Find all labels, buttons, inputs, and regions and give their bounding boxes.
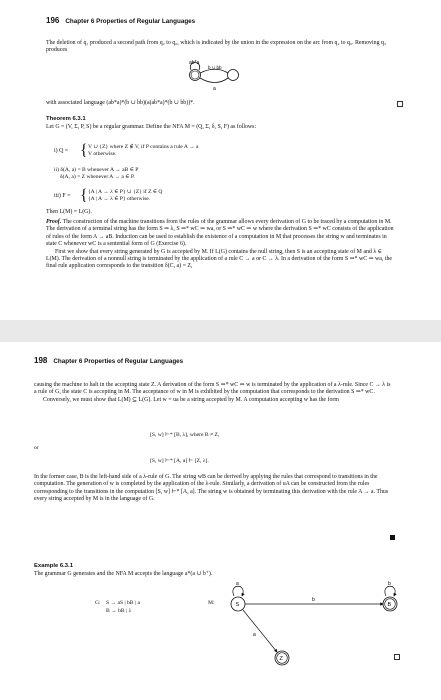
item-i-label: i) Q = [54,148,69,154]
computation-1: [S, w] ⊢* [B, λ], where B ≠ Z, [150,432,220,438]
item-iii-case1: {A | A → λ ∈ P} ∪ {Z} if Z ∈ Q [88,189,163,195]
grammar-rule-1: S → aS | bB | a [106,600,140,606]
state-z-label: Z [279,656,283,662]
page-198 [0,342,441,700]
proof-paragraph-1: The construction of the machine transitions from the rules of the grammar allows every derivation of G to be traced by a computation in M. The derivation of a terminal string has the form S ⇒ λ, S ⇒* wC ⇒ wa, or S ⇒* wC ⇒ w where the derivation S ⇒* wC consists of the application of rules of the form A → aB. Induction can be used to establish the existence of a computation in M that processes the string w and terminates in state C whenever wC is a sentential form of G (Exercise 6). [46,219,394,248]
example-title: Example 6.3.1 [34,563,73,569]
item-i-case2: V otherwise. [88,151,117,157]
grammar-rule-2: B → bB | λ [106,608,132,614]
loop-b [385,586,395,596]
edge-label-s-b: b [312,597,315,603]
running-head-2: Chapter 6 Properties of Regular Languages [53,358,184,365]
running-header-2 [34,356,183,365]
state-b-label: B [387,602,392,608]
paragraph-3: In the former case, B is the left-hand side of a λ-rule of G. The string wB can be derived by applying the rules that correspond to transitions in the computation. The generation of w is completed by the application of the λ-rule. Similarly, a derivation of uA can be constructed from the rules corresponding to the transitions in the computation [S, w] ⊢* [A, a]. The string w is obtained by terminating this derivation with the rule A → a. Thus every string accepted by M is in the language of G. [34,474,389,503]
theorem-title: Theorem 6.3.1 [46,116,86,122]
item-iii-case2: {A | A → λ ∈ P} otherwise. [88,196,151,202]
bottom-label: a [213,86,216,92]
end-marker [397,101,403,107]
grammar-g-label: G: [95,600,101,606]
then-line: Then L(M) = L(G). [46,209,92,215]
intro-paragraph: The deletion of q₁ produced a second path from q₂ to q₀, which is indicated by the union in the expression on the arc from q₂ to q₀. Removing q₂ produces [46,40,386,54]
loop-label: ab*a [189,60,200,66]
proof [46,219,396,271]
theorem-statement: Let G = (V, Σ, P, S) be a regular grammar. Define the NFA M = (Q, Σ, δ, S, F) as follows: [46,124,257,130]
page-separator [0,320,441,342]
brace-iii: { [80,187,88,204]
or-label: or [34,445,39,451]
item-iii-label: iii) F = [54,193,71,199]
example-text: The grammar G generates and the NFA M accepts the language a*(a ∪ b⁺). [34,571,213,577]
state-q2 [228,70,239,81]
reduced-automaton-diagram [175,58,265,96]
proof-paragraph-2: First we show that every string generated by G is accepted by M. If L(G) contains the null string, then S is an accepting state of M and λ ∈ L(M). The derivation of a nonnull string is terminated by the application of a rule C → a or C → λ. In a derivation of the form S ⇒* wC ⇒ wa, the final rule application corresponds to the transition δ(C, a) = Z, [46,248,393,270]
example-end-marker [394,654,400,660]
running-header [46,16,195,25]
associated-language: with associated language (ab*a)*(b ∪ bb)(a(ab*a)*(b ∪ bb))*. [46,100,195,106]
state-s-label: S [235,602,240,608]
page-196 [0,0,441,320]
paragraph-2: Conversely, we must show that L(M) ⊆ L(G). Let w = ua be a string accepted by M. A computation accepting w has the form [43,396,339,403]
computation-2: [S, w] ⊢* [A, a] ⊢ [Z, λ]. [150,458,209,464]
item-ii-a: ii) δ(A, a) = B whenever A → aB ∈ P [54,167,139,173]
loop-s [233,586,243,596]
edge-label-s-loop: a [236,581,239,587]
paragraph-1: causing the machine to halt in the accepting state Z. A derivation of the form S ⇒* wC ⇒ w is terminated by the application of a λ-rule. Since C → λ is a rule of G, the state C is accepting in M. The acceptance of w in M is exhibited by the computation that corresponds to the derivation S ⇒* wC. [34,382,391,396]
page-number: 196 [46,16,60,25]
page-number-2: 198 [34,356,48,365]
edge-s-z [243,610,277,652]
proof-label: Proof. [46,219,62,225]
item-ii-b: δ(A, a) = Z whenever A → a ∈ P. [60,174,135,180]
arc-label: b ∪ bb [208,65,222,70]
body-page-198 [34,382,394,404]
brace-i: { [80,142,88,159]
edge-label-s-z: a [253,632,256,638]
item-i-case1: V ∪ {Z} where Z ∉ V, if P contains a rule A → a [88,144,199,150]
proof-end-marker [390,535,395,540]
running-head: Chapter 6 Properties of Regular Languages [65,18,196,25]
machine-label: M: [208,600,215,606]
bottom-arc [200,78,228,83]
edge-label-b-loop: b [388,581,391,587]
